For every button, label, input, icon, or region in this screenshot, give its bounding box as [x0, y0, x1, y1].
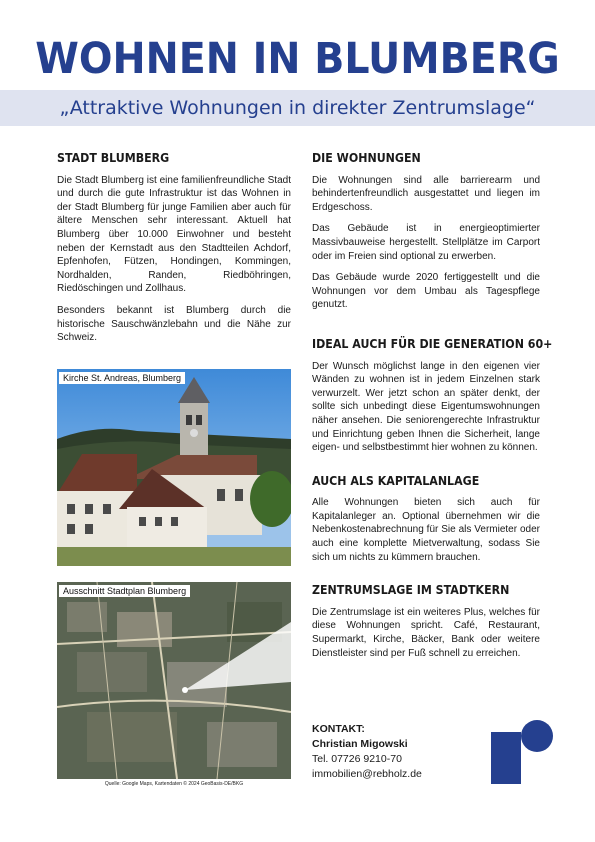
- section-kapitalanlage: [312, 475, 540, 565]
- section-heading: IDEAL AUCH FÜR DIE GENERATION 60+: [312, 336, 553, 351]
- left-column: [57, 152, 291, 365]
- paragraph: Alle Wohnungen bieten sich auch für Kapitalanleger an. Optional übernehmen wir die Nebenkostenabrechnung für Sie als Vermieter oder auch eine komplette Mietverwaltung, sodass Sie sich um nichts zu kümmern brauchen.: [312, 497, 540, 563]
- section-generation-60: [312, 336, 553, 455]
- church-photo: [57, 369, 291, 566]
- paragraph: Das Gebäude ist in energieoptimierter Massivbauweise hergestellt. Stellplätze im Carport oder im Freien sind optional zu erwerben.: [312, 223, 540, 262]
- contact-block: [312, 722, 422, 782]
- paragraph: Besonders bekannt ist Blumberg durch die historische Sauschwänzlebahn und die Nähe zur Schweiz.: [57, 304, 291, 344]
- paragraph: Das Gebäude wurde 2020 fertiggestellt und die Wohnungen vor dem Umbau als Tagespflege genutzt.: [312, 272, 540, 311]
- section-heading: AUCH ALS KAPITALANLAGE: [312, 473, 480, 488]
- contact-phone[interactable]: Tel. 07726 9210-70: [312, 753, 402, 765]
- section-zentrumslage: [312, 584, 540, 660]
- paragraph: Die Wohnungen sind alle barrierearm und behindertenfreundlich ausgestattet und liegen im Erdgeschoss.: [312, 174, 540, 213]
- church-illustration: [57, 369, 291, 566]
- paragraph: Der Wunsch möglichst lange in den eigenen vier Wänden zu wohnen ist in jedem Einzelnen stark verwurzelt. Wer jetzt schon an später denkt, der sollte sich unbedingt diese Eigentumswohnungen näher ansehen. Die seniorengerechte Infrastruktur und Einrichtung geben Ihnen die Sicherheit, lange eigen- und selbstbestimmt hier wohnen zu können.: [312, 360, 540, 454]
- photo-caption: Kirche St. Andreas, Blumberg: [59, 372, 185, 384]
- right-column: [312, 151, 553, 680]
- company-logo: [491, 720, 553, 784]
- paragraph: Die Zentrumslage ist ein weiteres Plus, welches für diese Wohnungen spricht. Café, Restaurant, Supermarkt, Kirche, Bäcker, Bank oder weitere Dienstleister sind per Fuß schnell zu erreichen.: [312, 606, 540, 659]
- map-source: Quelle: Google Maps, Kartendaten © 2024 GeoBasis-DE/BKG: [104, 781, 244, 787]
- paragraph: Die Stadt Blumberg ist eine familienfreundliche Stadt und durch die gute Infrastruktur ist das Wohnen in der Stadt Blumberg für junge Familien aber auch für ältere Menschen sehr interessant. Aktuell hat Blumberg über 10.000 Einwohner und besteht neben der Kernstadt aus den Stadtteilen Achdorf, Epfenhofen, Fützen, Hondingen, Kommingen, Nordhalden, Randen, Riedböhringen, Riedöschingen und Zollhaus.: [57, 174, 291, 295]
- contact-name: Christian Migowski: [312, 738, 408, 750]
- section-heading: DIE WOHNUNGEN: [312, 151, 421, 165]
- city-map: [57, 582, 291, 779]
- section-wohnungen: [312, 152, 540, 312]
- section-stadt-blumberg: [57, 152, 291, 345]
- page-title: WOHNEN IN BLUMBERG: [35, 34, 560, 84]
- section-heading: ZENTRUMSLAGE IM STADTKERN: [312, 583, 510, 598]
- page-subtitle: „Attraktive Wohnungen in direkter Zentrumslage“: [59, 97, 536, 119]
- section-heading: STADT BLUMBERG: [57, 151, 170, 165]
- map-caption: Ausschnitt Stadtplan Blumberg: [59, 585, 190, 597]
- contact-label: KONTAKT:: [312, 723, 365, 735]
- contact-email[interactable]: immobilien@rebholz.de: [312, 768, 422, 780]
- map-illustration: [57, 582, 291, 779]
